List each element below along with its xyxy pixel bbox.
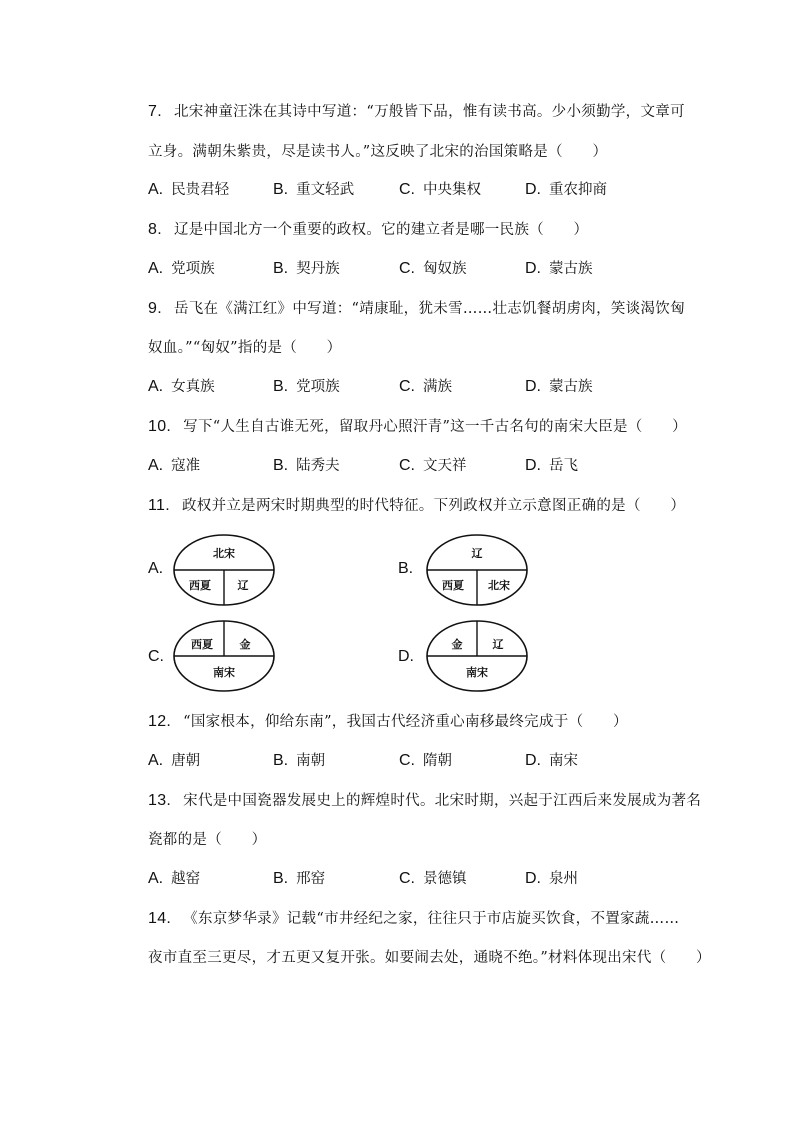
diagram-b-bottom-left: 西夏 <box>442 579 464 592</box>
diagram-a-top: 北宋 <box>213 547 235 560</box>
question-12-line-1: 12. “国家根本，仰给东南”，我国古代经济重心南移最终完成于（ ） <box>148 713 628 730</box>
diagram-b-bottom-right: 北宋 <box>488 579 510 592</box>
diagram-c-top-left: 西夏 <box>191 638 213 651</box>
option-b[interactable]: B. 契丹族 <box>273 260 340 277</box>
question-14-line-1: 14. 《东京梦华录》记载“市井经纪之家，往往只于市店旋买饮食，不置家蔬…… <box>148 910 680 927</box>
diagram-a-bottom-right: 辽 <box>237 579 249 592</box>
option-d[interactable]: D. 蒙古族 <box>525 378 593 395</box>
option-a[interactable]: A. 寇准 <box>148 457 201 474</box>
question-9-line-1: 9. 岳飞在《满江红》中写道：“靖康耻，犹未雪……壮志饥餐胡虏肉，笑谈渴饮匈 <box>148 300 685 317</box>
option-a[interactable]: A. 越窑 <box>148 870 201 887</box>
diagram-d-bottom: 南宋 <box>466 666 488 679</box>
option-c[interactable]: C. 中央集权 <box>399 181 481 198</box>
option-a-label[interactable]: A. <box>148 560 164 577</box>
question-7-line-2: 立身。满朝朱紫贵，尽是读书人。”这反映了北宋的治国策略是（ ） <box>148 144 608 160</box>
question-7-line-1: 7. 北宋神童汪洙在其诗中写道：“万般皆下品，惟有读书高。少小须勤学，文章可 <box>148 103 685 120</box>
diagram-d-top-right: 辽 <box>492 638 504 651</box>
question-9-line-2: 奴血。”“匈奴”指的是（ ） <box>148 340 342 356</box>
diagram-a-bottom-left: 西夏 <box>189 579 211 592</box>
option-c[interactable]: C. 隋朝 <box>399 752 452 769</box>
option-c[interactable]: C. 满族 <box>399 378 452 395</box>
option-d-label[interactable]: D. <box>398 648 414 665</box>
option-c-label[interactable]: C. <box>148 648 164 665</box>
option-a[interactable]: A. 女真族 <box>148 378 215 395</box>
question-14-line-2: 夜市直至三更尽，才五更又复开张。如要闹去处，通晓不绝。”材料体现出宋代（ ） <box>148 950 711 966</box>
diagram-a[interactable] <box>172 532 276 608</box>
option-c[interactable]: C. 景德镇 <box>399 870 467 887</box>
diagram-b[interactable] <box>425 532 529 608</box>
diagram-d-top-left: 金 <box>451 638 463 651</box>
option-d[interactable]: D. 蒙古族 <box>525 260 593 277</box>
option-a[interactable]: A. 唐朝 <box>148 752 201 769</box>
option-d[interactable]: D. 泉州 <box>525 870 578 887</box>
diagram-d[interactable] <box>425 618 529 694</box>
option-a[interactable]: A. 民贵君轻 <box>148 181 230 198</box>
option-d[interactable]: D. 重农抑商 <box>525 181 607 198</box>
diagram-c[interactable] <box>172 618 276 694</box>
question-8-line-1: 8. 辽是中国北方一个重要的政权。它的建立者是哪一民族（ ） <box>148 221 589 238</box>
option-c[interactable]: C. 文天祥 <box>399 457 467 474</box>
diagram-c-bottom: 南宋 <box>213 666 235 679</box>
question-10-line-1: 10. 写下“人生自古谁无死，留取丹心照汗青”这一千古名句的南宋大臣是（ ） <box>148 418 687 435</box>
option-b-label[interactable]: B. <box>398 560 414 577</box>
diagram-c-top-right: 金 <box>239 638 251 651</box>
question-13-line-1: 13. 宋代是中国瓷器发展史上的辉煌时代。北宋时期，兴起于江西后来发展成为著名 <box>148 792 702 809</box>
option-b[interactable]: B. 南朝 <box>273 752 326 769</box>
option-a[interactable]: A. 党项族 <box>148 260 215 277</box>
option-b[interactable]: B. 邢窑 <box>273 870 326 887</box>
option-b[interactable]: B. 党项族 <box>273 378 340 395</box>
option-d[interactable]: D. 岳飞 <box>525 457 578 474</box>
diagram-b-top: 辽 <box>471 547 483 560</box>
option-b[interactable]: B. 陆秀夫 <box>273 457 340 474</box>
question-11-line-1: 11. 政权并立是两宋时期典型的时代特征。下列政权并立示意图正确的是（ ） <box>148 497 686 514</box>
option-c[interactable]: C. 匈奴族 <box>399 260 467 277</box>
option-b[interactable]: B. 重文轻武 <box>273 181 355 198</box>
option-d[interactable]: D. 南宋 <box>525 752 578 769</box>
question-13-line-2: 瓷都的是（ ） <box>148 832 267 848</box>
